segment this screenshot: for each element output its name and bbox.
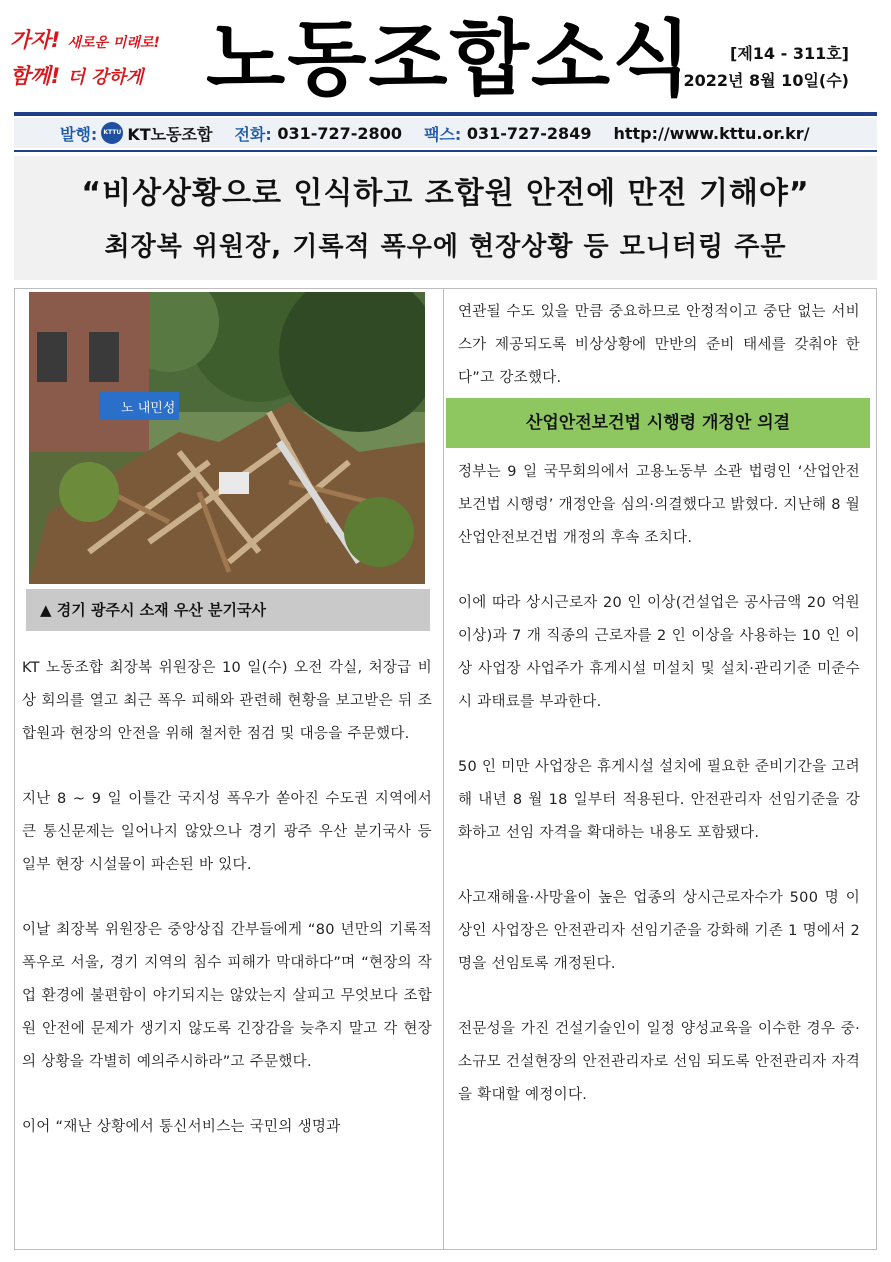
- publisher-bar: [14, 118, 877, 148]
- paragraph: 이어 “재난 상황에서 통신서비스는 국민의 생명과: [22, 1119, 341, 1135]
- slogan-line2-small: 더 강하게: [67, 67, 144, 88]
- issue-date: 2022년 8월 10일(수): [683, 71, 849, 90]
- website-link[interactable]: http://www.kttu.or.kr/: [613, 123, 810, 143]
- issue-info: [683, 40, 849, 94]
- publisher-label: 발행:: [60, 124, 98, 144]
- continuation-paragraph: 연관될 수도 있을 만큼 중요하므로 안정적이고 중단 없는 서비스가 제공되도록 비상상황에 만반의 준비 태세를 갖춰야 한다”고 강조했다.: [458, 304, 860, 386]
- slogan-line2-big: 함께!: [10, 64, 61, 88]
- headline-sub: 최장복 위원장, 기록적 폭우에 현장상황 등 모니터링 주문: [104, 232, 787, 262]
- fax-number: 031-727-2849: [466, 123, 592, 143]
- slogan: [10, 24, 200, 90]
- photo-caption: ▲ 경기 광주시 소재 우산 분기국사: [26, 589, 430, 631]
- masthead-rule: [14, 112, 877, 116]
- publisher-rule: [14, 150, 877, 152]
- column-divider: [443, 288, 444, 1250]
- right-column: [458, 296, 860, 405]
- paragraph: 50 인 미만 사업장은 휴게시설 설치에 필요한 준비기간을 고려해 내년 8 월 18 일부터 적용된다. 안전관리자 선임기준을 강화하고 선임 자격을 확대하는 내용도 포함됐다.: [458, 759, 860, 841]
- headline-main: “비상상황으로 인식하고 조합원 안전에 만전 기해야”: [81, 176, 810, 211]
- left-column: [22, 652, 432, 1176]
- phone-label: 전화:: [234, 124, 272, 144]
- paragraph: 사고재해율·사망율이 높은 업종의 상시근로자수가 500 명 이상인 사업장은 안전관리자 선임기준을 강화해 기존 1 명에서 2 명을 선임토록 개정된다.: [458, 890, 860, 972]
- photo-sign-text: 노 내민성: [121, 401, 176, 416]
- newsletter-title: 노동조합소식: [206, 12, 694, 107]
- paragraph: KT 노동조합 최장복 위원장은 10 일(수) 오전 각실, 처장급 비상 회의를 열고 최근 폭우 피해와 관련해 현황을 보고받은 뒤 조합원과 현장의 안전을 위해 철저한 점검 및 대응을 주문했다.: [22, 660, 432, 742]
- section-subheading: 산업안전보건법 시행령 개정안 의결: [446, 398, 870, 448]
- publisher-name: KT노동조합: [127, 124, 213, 144]
- article-photo: [29, 292, 425, 584]
- fax-label: 팩스:: [423, 124, 462, 144]
- paragraph: 전문성을 가진 건설기술인이 일정 양성교육을 이수한 경우 중·소규모 건설현장의 안전관리자로 선임 되도록 안전관리자 자격을 확대할 예정이다.: [458, 1021, 860, 1103]
- union-logo-icon: KTTU: [101, 122, 123, 144]
- headline-box: [14, 156, 877, 280]
- right-column-body: [458, 456, 860, 1144]
- phone-number: 031-727-2800: [277, 123, 402, 143]
- slogan-line1-big: 가자!: [10, 28, 61, 52]
- paragraph: 이에 따라 상시근로자 20 인 이상(건설업은 공사금액 20 억원 이상)과 7 개 직종의 근로자를 2 인 이상을 사용하는 10 인 이상 사업장 사업주가 휴게시설 미설치 및 설치·관리기준 미준수 시 과태료를 부과한다.: [458, 595, 860, 710]
- slogan-line1-small: 새로운 미래로!: [67, 35, 160, 51]
- paragraph: 정부는 9 일 국무회의에서 고용노동부 소관 법령인 ‘산업안전보건법 시행령’ 개정안을 심의·의결했다고 밝혔다. 지난해 8 월 산업안전보건법 개정의 후속 조치다.: [458, 464, 860, 546]
- paragraph: 지난 8 ~ 9 일 이틀간 국지성 폭우가 쏟아진 수도권 지역에서 큰 통신문제는 일어나지 않았으나 경기 광주 우산 분기국사 등 일부 현장 시설물이 파손된 바 있다.: [22, 791, 432, 873]
- paragraph: 이날 최장복 위원장은 중앙상집 간부들에게 “80 년만의 기록적 폭우로 서울, 경기 지역의 침수 피해가 막대하다”며 “현장의 작업 환경에 불편함이 야기되지는 않았는지 살피고 무엇보다 조합원 안전에 문제가 생기지 않도록 긴장감을 늦추지 말고 각 현장의 상황을 각별히 예의주시하라”고 주문했다.: [22, 922, 432, 1070]
- issue-number: [제14 - 311호]: [730, 44, 849, 63]
